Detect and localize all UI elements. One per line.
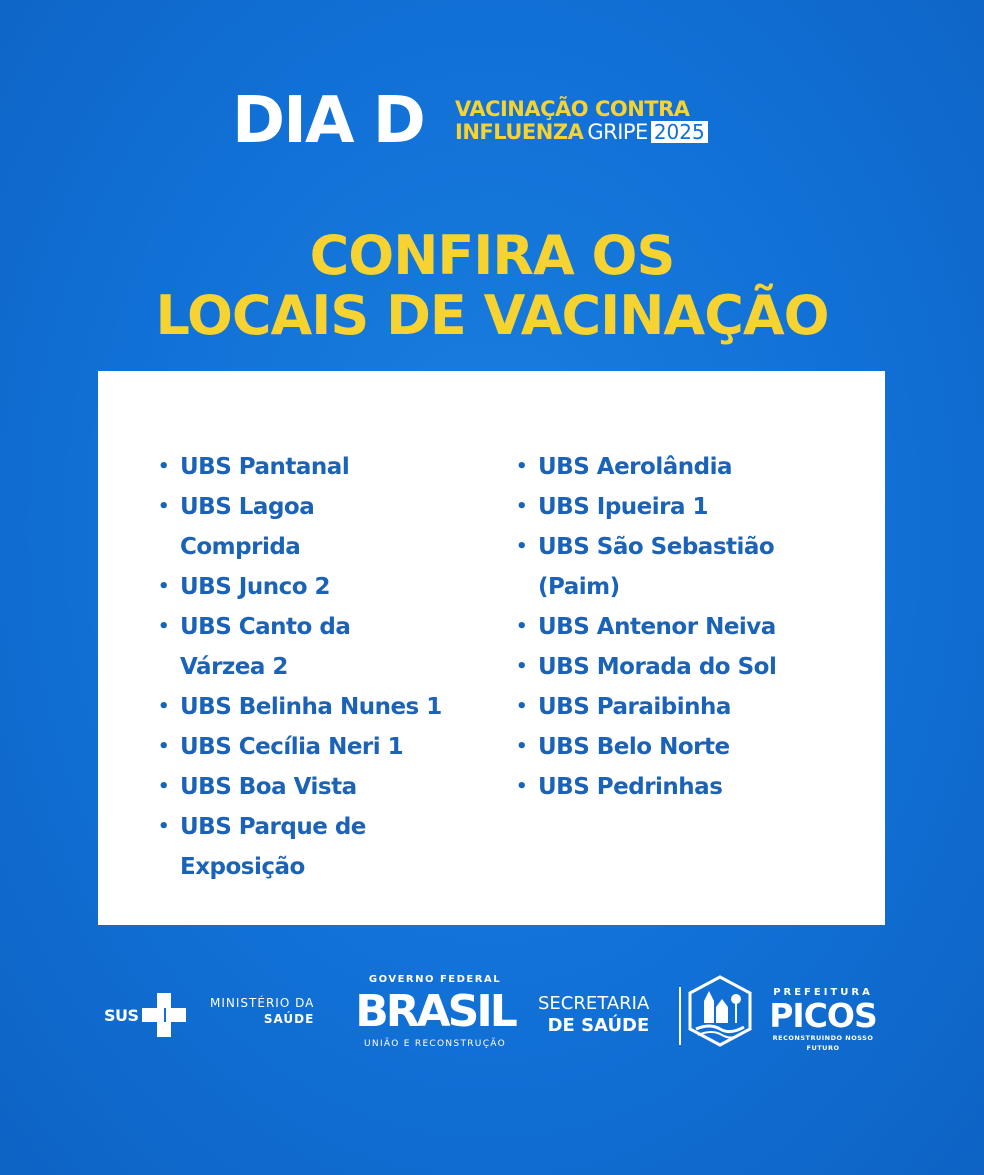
- footer-divider: [679, 987, 681, 1045]
- secretaria-saude-logo: [538, 993, 649, 1037]
- ministerio-line-2: SAÚDE: [263, 1012, 315, 1026]
- list-item: • UBS Pantanal: [158, 447, 478, 487]
- sus-text: SUS: [104, 1005, 139, 1025]
- governo-federal-logo: [350, 973, 520, 1051]
- list-item: • UBS Antenor Neiva: [516, 607, 836, 647]
- list-item: • UBS São Sebastião (Paim): [516, 527, 836, 607]
- campaign-year-badge: 2025: [651, 121, 708, 143]
- list-item: • UBS Canto da Várzea 2: [158, 607, 478, 687]
- picos-emblem-icon: [686, 975, 754, 1047]
- list-item: • UBS Boa Vista: [158, 767, 478, 807]
- gov-brasil-text: BRASIL: [355, 986, 515, 1037]
- list-item: • UBS Pedrinhas: [516, 767, 836, 807]
- list-item: • UBS Belo Norte: [516, 727, 836, 767]
- campaign-line-1: VACINAÇÃO CONTRA: [455, 97, 690, 121]
- dia-d-title: DIA D: [232, 84, 424, 158]
- gov-bottom-text: UNIÃO E RECONSTRUÇÃO: [364, 1039, 506, 1049]
- campaign-line-2: [455, 120, 708, 144]
- locations-card: [98, 371, 885, 925]
- picos-slogan-text: RECONSTRUINDO NOSSO FUTURO: [772, 1034, 874, 1052]
- sus-cross-icon: [142, 993, 186, 1037]
- list-item: • UBS Lagoa Comprida: [158, 487, 478, 567]
- list-item: • UBS Paraibinha: [516, 687, 836, 727]
- headline-line-2: LOCAIS DE VACINAÇÃO: [155, 284, 829, 347]
- list-item: • UBS Morada do Sol: [516, 647, 836, 687]
- picos-name-text: PICOS: [769, 996, 877, 1035]
- list-item: • UBS Junco 2: [158, 567, 478, 607]
- footer-logos: [0, 965, 984, 1055]
- headline-line-1: CONFIRA OS: [309, 224, 675, 287]
- campaign-name: [455, 98, 708, 144]
- ministerio-line-1: MINISTÉRIO DA: [210, 996, 315, 1010]
- locations-list-left: [158, 447, 478, 887]
- secretaria-line-1: SECRETARIA: [538, 993, 650, 1014]
- list-item: • UBS Belinha Nunes 1: [158, 687, 478, 727]
- list-item: • UBS Aerolândia: [516, 447, 836, 487]
- prefeitura-picos-logo: [757, 987, 889, 1053]
- list-item: • UBS Cecília Neri 1: [158, 727, 478, 767]
- campaign-header: [0, 84, 984, 158]
- headline: [0, 226, 984, 346]
- gov-top-text: GOVERNO FEDERAL: [368, 974, 502, 985]
- locations-list-right: [516, 447, 836, 807]
- ministerio-saude-logo: [210, 995, 314, 1027]
- list-item: • UBS Parque de Exposição: [158, 807, 478, 887]
- secretaria-line-2: DE SAÚDE: [547, 1015, 650, 1036]
- campaign-gripe: GRIPE: [587, 120, 648, 144]
- sus-logo: [104, 993, 186, 1037]
- picos-prefeitura-text: PREFEITURA: [773, 987, 873, 998]
- list-item: • UBS Ipueira 1: [516, 487, 836, 527]
- campaign-influenza: INFLUENZA: [455, 120, 584, 144]
